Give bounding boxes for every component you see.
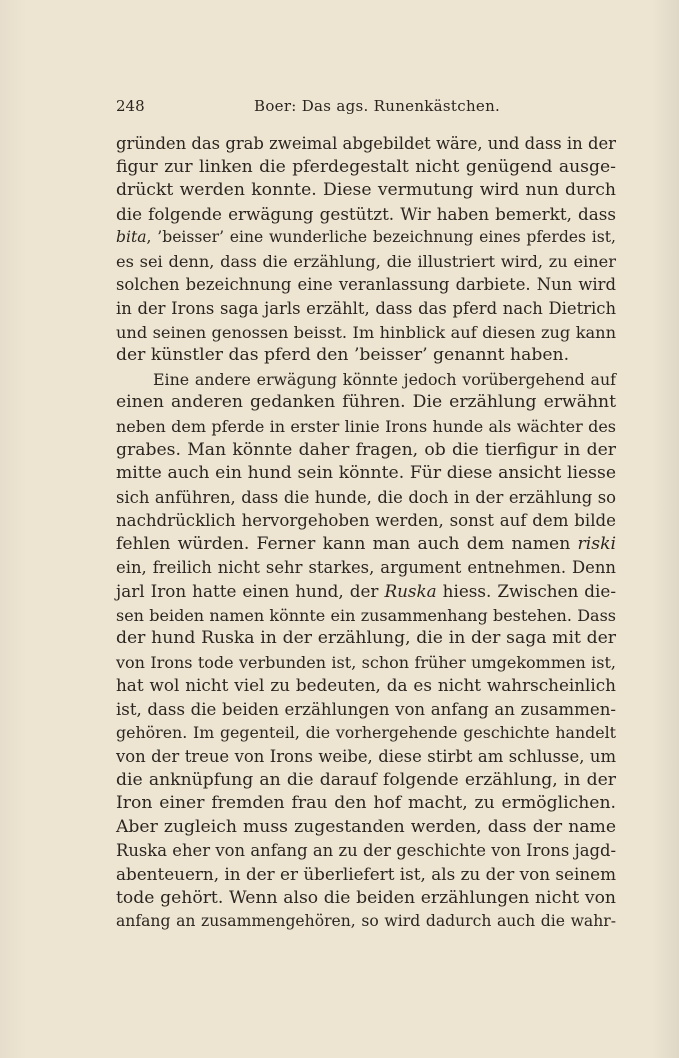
text-line: [116, 203, 616, 227]
text-segment: es sei denn, dass die erzählung, die illustriert wird, zu einer: [116, 251, 616, 271]
text-segment: von der treue von Irons weibe, diese stirbt am schlusse, um: [116, 747, 616, 767]
text-segment: solchen bezeichnung eine veranlassung darbiete. Nun wird: [116, 275, 616, 295]
text-line: [116, 698, 616, 722]
text-line: [116, 792, 616, 816]
text-segment: drückt werden konnte. Diese vermutung wird nun durch: [116, 180, 616, 201]
body-text: [116, 132, 616, 934]
text-segment: neben dem pferde in erster linie Irons hunde als wächter des: [116, 416, 616, 436]
text-segment: die folgende erwägung gestützt. Wir haben bemerkt, dass: [116, 203, 616, 224]
text-segment: sich anführen, dass die hunde, die doch in der erzählung so: [116, 487, 616, 507]
italic-word: Ruska: [384, 580, 437, 601]
text-line: [116, 368, 616, 392]
text-line: [116, 179, 616, 203]
text-segment: gründen das grab zweimal abgebildet wäre, und dass in der: [116, 134, 616, 153]
text-segment: sen beiden namen könnte ein zusammenhang bestehen. Dass: [116, 605, 616, 625]
text-segment: Eine andere erwägung könnte jedoch vorübergehend auf: [153, 369, 616, 389]
text-segment: der künstler das pferd den ’beisser’ genannt haben.: [116, 345, 570, 366]
text-segment: hat wol nicht viel zu bedeuten, da es nicht wahrscheinlich: [116, 675, 616, 696]
text-segment: einen anderen gedanken führen. Die erzählung erwähnt: [116, 392, 616, 413]
text-line: [116, 816, 616, 840]
text-segment: ist, dass die beiden erzählungen von anfang an zusammen-: [116, 699, 616, 719]
text-segment: Iron einer fremden frau den hof macht, zu ermöglichen.: [116, 793, 616, 814]
italic-word: riski: [577, 533, 616, 554]
text-line: [116, 273, 616, 297]
text-line: [116, 415, 616, 439]
text-line: [116, 721, 616, 745]
text-segment: in der Irons saga jarls erzählt, dass das pferd nach Dietrich: [116, 299, 616, 319]
text-line: [116, 509, 616, 533]
text-segment: Aber zugleich muss zugestanden werden, dass der name: [116, 816, 616, 837]
italic-word: bita: [116, 228, 147, 247]
text-line: [116, 321, 616, 345]
text-segment: , ’beisser’ eine wunderliche bezeichnung eines pferdes ist,: [146, 228, 616, 247]
text-line: [116, 156, 616, 180]
text-line: [116, 439, 616, 463]
text-line: [116, 910, 616, 934]
text-line: [116, 863, 616, 887]
text-line: [116, 556, 616, 580]
text-line: [116, 344, 616, 368]
running-title: Boer: Das ags. Runenkästchen.: [254, 97, 501, 115]
text-line: [116, 604, 616, 628]
text-segment: von Irons tode verbunden ist, schon früher umgekommen ist,: [116, 652, 616, 672]
text-line: [116, 486, 616, 510]
page-header: [116, 97, 616, 119]
text-line: [116, 580, 616, 604]
text-segment: fehlen würden. Ferner kann man auch dem namen: [116, 533, 578, 554]
text-line: [116, 674, 616, 698]
text-segment: grabes. Man könnte daher fragen, ob die tierfigur in der: [116, 439, 616, 460]
text-segment: hiess. Zwischen die-: [436, 580, 616, 601]
text-line: [116, 297, 616, 321]
text-segment: jarl Iron hatte einen hund, der: [116, 580, 385, 601]
text-line: [116, 462, 616, 486]
text-line: [116, 226, 616, 250]
text-line: [116, 627, 616, 651]
text-segment: ein, freilich nicht sehr starkes, argument entnehmen. Denn: [116, 558, 616, 578]
text-segment: figur zur linken die pferdegestalt nicht genügend ausge-: [116, 156, 616, 177]
text-segment: nachdrücklich hervorgehoben werden, sonst auf dem bilde: [116, 511, 616, 531]
text-line: [116, 651, 616, 675]
text-segment: mitte auch ein hund sein könnte. Für diese ansicht liesse: [116, 463, 616, 484]
text-segment: tode gehört. Wenn also die beiden erzählungen nicht von: [116, 887, 616, 908]
text-line: [116, 391, 616, 415]
text-segment: gehören. Im gegenteil, die vorhergehende geschichte handelt: [116, 723, 616, 743]
text-line: [116, 887, 616, 911]
text-segment: anfang an zusammengehören, so wird dadurch auch die wahr-: [116, 912, 616, 931]
text-line: [116, 533, 616, 557]
text-segment: die anknüpfung an die darauf folgende erzählung, in der: [116, 769, 616, 790]
text-line: [116, 745, 616, 769]
text-segment: und seinen genossen beisst. Im hinblick auf diesen zug kann: [116, 322, 616, 342]
text-segment: der hund Ruska in der erzählung, die in der saga mit der: [116, 628, 616, 649]
text-line: [116, 769, 616, 793]
page-number: 248: [116, 97, 145, 115]
text-segment: Ruska eher von anfang an zu der geschichte von Irons jagd-: [116, 841, 616, 861]
text-line: [116, 132, 616, 156]
text-line: [116, 839, 616, 863]
text-line: [116, 250, 616, 274]
text-segment: abenteuern, in der er überliefert ist, als zu der von seinem: [116, 863, 616, 884]
